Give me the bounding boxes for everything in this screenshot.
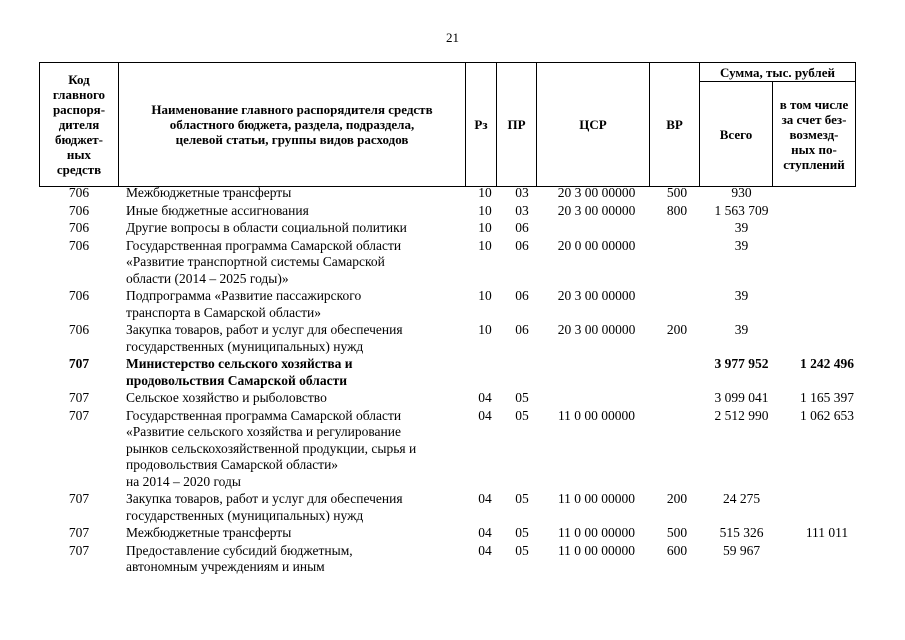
row-pr [505,356,539,389]
row-name-line: Другие вопросы в области социальной политики [126,220,407,235]
header-name-line: Наименование главного распорядителя средств [151,102,433,117]
header-free-line: ступлений [783,156,845,172]
row-name [119,390,465,407]
row-rz: 10 [478,185,492,200]
row-code: 707 [68,542,90,558]
row-name-line: Министерство сельского хозяйства и [126,356,353,371]
row-total: 2 512 990 [714,407,769,423]
row-total: 59 967 [722,542,761,558]
row-pr: 05 [515,542,529,558]
row-name-line: транспорта в Самарской области» [126,304,322,320]
row-csr: 11 0 00 00000 [557,407,636,423]
row-name-line: Закупка товаров, работ и услуг для обеспечения [126,491,403,506]
row-name-line: рынков сельскохозяйственной продукции, сырья и [126,440,417,456]
row-vr [654,288,700,321]
row-vr [654,238,700,288]
table-row [39,288,889,321]
row-code: 706 [68,185,90,200]
row-rz: 10 [478,220,492,235]
row-csr: 11 0 00 00000 [557,491,636,506]
row-free [783,491,871,524]
row-total: 930 [731,185,752,200]
row-csr [539,390,654,407]
row-name-line: Межбюджетные трансферты [126,525,292,540]
row-code: 707 [68,491,90,506]
row-total: 3 099 041 [714,390,769,405]
row-code: 706 [68,237,90,253]
row-name [119,322,465,355]
row-rz: 04 [478,390,492,405]
row-free: 1 242 496 [800,356,854,371]
row-rz [465,356,505,389]
row-total: 1 563 709 [714,202,769,218]
row-code: 706 [68,202,90,218]
row-vr: 200 [666,322,688,337]
row-name [119,356,465,389]
row-vr [654,220,700,237]
header-free-line: за счет без- [781,111,847,127]
row-csr [539,220,654,237]
row-vr [654,390,700,407]
row-code: 707 [68,407,90,423]
table-row [39,220,889,237]
row-name [119,288,465,321]
row-free [783,185,871,202]
row-name-line: на 2014 – 2020 годы [126,473,241,489]
header-code [40,63,119,187]
row-csr: 20 3 00 00000 [557,185,636,200]
row-total: 39 [734,220,749,235]
row-pr: 03 [515,185,529,200]
row-free [783,322,871,355]
header-free-line: ных по- [791,141,837,157]
row-vr: 600 [666,542,688,558]
table-row [39,203,889,220]
row-total: 515 326 [719,525,764,540]
row-code: 706 [68,220,90,235]
row-name-line: Межбюджетные трансферты [126,185,292,200]
row-name-line: Подпрограмма «Развитие пассажирского [126,288,362,303]
table-header [39,62,856,187]
header-code-line: главного [52,87,106,102]
row-free: 1 165 397 [800,390,854,405]
table-row [39,491,889,524]
row-csr: 20 3 00 00000 [557,322,636,337]
header-pr: ПР [497,63,537,187]
row-name-line: государственных (муниципальных) нужд [126,338,364,354]
table-body [39,185,889,577]
row-total: 39 [734,322,749,337]
row-name [119,408,465,491]
row-name-line: Закупка товаров, работ и услуг для обеспечения [126,322,403,337]
table-row [39,525,889,542]
row-free [783,203,871,220]
row-name-line: Иные бюджетные ассигнования [126,202,309,218]
table-row [39,322,889,355]
header-free-line: в том числе [779,96,849,112]
row-rz: 10 [478,202,492,218]
row-vr [654,408,700,491]
row-name-line: Государственная программа Самарской области [126,237,402,253]
row-name-line: Государственная программа Самарской области [126,407,402,423]
table-row [39,390,889,407]
row-free: 111 011 [805,525,849,540]
row-pr: 06 [515,288,529,303]
header-code-line: средств [56,162,102,177]
row-vr [654,356,700,389]
header-name-line: областного бюджета, раздела, подраздела, [169,117,415,132]
header-code-line: бюджет- [54,132,103,147]
row-vr: 500 [666,185,688,200]
page-number: 21 [446,30,459,45]
row-name-line: продовольствия Самарской области [126,372,347,388]
row-name-line: продовольствия Самарской области» [126,457,339,472]
row-pr: 06 [515,322,529,337]
row-name [119,525,465,542]
row-code: 706 [68,288,90,303]
row-total: 3 977 952 [714,356,769,371]
row-csr: 11 0 00 00000 [557,525,636,540]
header-free [773,82,856,187]
row-pr: 05 [515,525,529,540]
row-free [783,238,871,288]
header-free-line: возмезд- [789,126,839,142]
row-code: 706 [68,322,90,337]
row-name-line: государственных (муниципальных) нужд [126,507,364,523]
row-name [119,220,465,237]
header-sum: Сумма, тыс. рублей [700,63,856,82]
header-vr: ВР [650,63,700,187]
row-name [119,543,465,576]
row-code: 707 [68,525,90,540]
row-free [783,220,871,237]
row-pr: 05 [515,407,529,423]
row-rz: 10 [478,288,492,303]
row-vr: 800 [666,202,688,218]
row-rz: 10 [478,322,492,337]
row-free [783,288,871,321]
header-code-line: дителя [58,117,100,132]
row-csr: 11 0 00 00000 [557,542,636,558]
row-code: 707 [68,390,90,405]
table-row [39,543,889,576]
row-pr: 06 [515,220,529,235]
row-name-line: автономным учреждениям и иным [126,559,325,574]
table-row [39,238,889,288]
row-vr: 200 [666,491,688,506]
row-csr: 20 0 00 00000 [557,237,636,253]
row-name-line: «Развитие транспортной системы Самарской [126,254,385,269]
row-name [119,238,465,288]
row-pr: 03 [515,202,529,218]
row-csr: 20 3 00 00000 [557,288,636,303]
header-csr: ЦСР [537,63,650,187]
row-name [119,185,465,202]
header-name [119,63,466,187]
row-rz: 04 [478,407,492,423]
row-free: 1 062 653 [800,407,854,423]
row-pr: 05 [515,390,529,405]
row-pr: 06 [515,237,529,253]
row-csr: 20 3 00 00000 [557,202,636,218]
row-total: 24 275 [722,491,761,506]
row-name [119,203,465,220]
row-rz: 04 [478,525,492,540]
row-name-line: области (2014 – 2025 годы)» [126,270,289,286]
row-csr [539,356,654,389]
row-rz: 04 [478,491,492,506]
row-name-line: Предоставление субсидий бюджетным, [126,542,353,558]
row-name-line: Сельское хозяйство и рыболовство [126,390,327,405]
table-row [39,356,889,389]
row-total: 39 [734,288,749,303]
header-total: Всего [700,82,773,187]
header-code-line: Код [68,72,90,87]
header-rz: Рз [466,63,497,187]
header-code-line: ных [66,147,92,162]
row-rz: 04 [478,542,492,558]
row-vr: 500 [666,525,688,540]
header-name-line: целевой статьи, группы видов расходов [175,132,409,147]
table-row [39,408,889,491]
row-name-line: «Развитие сельского хозяйства и регулирование [126,424,401,439]
row-name [119,491,465,524]
header-code-line: распоря- [52,102,106,117]
table-row [39,185,889,202]
row-free [783,543,871,576]
row-code: 707 [68,356,90,371]
row-total: 39 [734,237,749,253]
row-rz: 10 [478,237,492,253]
row-pr: 05 [515,491,529,506]
